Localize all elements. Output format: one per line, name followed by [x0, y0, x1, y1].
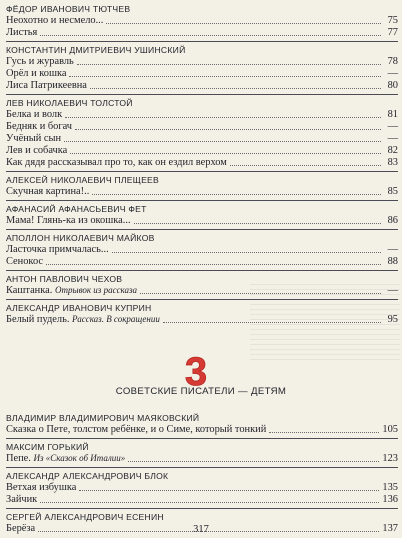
contents-entry[interactable]	[6, 186, 398, 198]
contents-entry[interactable]	[6, 15, 398, 27]
entry-title-text: Сенокос	[6, 256, 44, 267]
entry-title-text: Орёл и кошка	[6, 68, 67, 79]
leader-dots	[140, 293, 381, 294]
author-divider	[6, 508, 398, 509]
leader-dots	[69, 76, 381, 77]
entry-title-text: Ласточка примчалась...	[6, 244, 109, 255]
entry-title	[6, 121, 72, 133]
entry-title	[6, 215, 131, 227]
author-name: АПОЛЛОН НИКОЛАЕВИЧ МАЙКОВ	[6, 233, 155, 243]
author-divider	[6, 467, 398, 468]
entry-title-text: Лев и собачка	[6, 145, 68, 156]
author-divider	[6, 270, 398, 271]
author-name: ЛЕВ НИКОЛАЕВИЧ ТОЛСТОЙ	[6, 98, 133, 108]
entry-title-text: Скучная картина!..	[6, 186, 90, 197]
leader-dots	[269, 432, 379, 433]
contents-entry[interactable]	[6, 109, 398, 121]
entry-title-text: Бедняк и богач	[6, 121, 73, 132]
author-name: МАКСИМ ГОРЬКИЙ	[6, 442, 89, 452]
contents-entry[interactable]	[6, 215, 398, 227]
entry-title-text: Неохотно и несмело...	[6, 15, 104, 26]
leader-dots	[92, 194, 381, 195]
entry-title-text: Берёза	[6, 523, 36, 534]
leader-dots	[64, 141, 381, 142]
entry-title	[6, 15, 103, 27]
entry-title	[6, 145, 67, 157]
leader-dots	[230, 165, 381, 166]
entry-title-text: Листья	[6, 27, 38, 38]
contents-entry[interactable]	[6, 256, 398, 268]
entry-page: —	[387, 133, 398, 144]
entry-title-text: Белка и волк	[6, 109, 63, 120]
contents-entry[interactable]	[6, 121, 398, 133]
entry-page: 95	[387, 314, 398, 325]
entry-note: Отрывок из рассказа	[54, 285, 138, 295]
entry-page: 80	[387, 80, 398, 91]
entry-page: 77	[387, 27, 398, 38]
entry-title	[6, 284, 137, 297]
entry-title	[6, 494, 37, 506]
entry-title-text: Мама! Глянь-ка из окошка...	[6, 215, 131, 226]
leader-dots	[79, 490, 379, 491]
entry-page: —	[387, 121, 398, 132]
leader-dots	[46, 264, 381, 265]
entry-title	[6, 157, 227, 169]
section-title: СОВЕТСКИЕ ПИСАТЕЛИ — ДЕТЯМ	[115, 386, 287, 397]
entry-title-text: Лиса Патрикеевна	[6, 80, 87, 91]
entry-title	[6, 452, 125, 465]
entry-page: 75	[387, 15, 398, 26]
author-name: ВЛАДИМИР ВЛАДИМИРОВИЧ МАЯКОВСКИЙ	[6, 413, 200, 423]
author-divider	[6, 438, 398, 439]
entry-page: 83	[387, 157, 398, 168]
entry-title	[6, 133, 61, 145]
leader-dots	[128, 461, 379, 462]
contents-entry[interactable]	[6, 27, 398, 39]
entry-page: 86	[387, 215, 398, 226]
leader-dots	[75, 129, 381, 130]
entry-note: Из «Сказок об Италии»	[33, 453, 126, 463]
entry-title	[6, 27, 37, 39]
entry-title	[6, 186, 89, 198]
entry-page: 105	[382, 424, 398, 435]
leader-dots	[40, 35, 381, 36]
entry-page: —	[387, 285, 398, 296]
author-name: СЕРГЕЙ АЛЕКСАНДРОВИЧ ЕСЕНИН	[6, 512, 164, 522]
author-divider	[6, 94, 398, 95]
author-divider	[6, 299, 398, 300]
leader-dots	[106, 23, 381, 24]
contents-entry[interactable]	[6, 424, 398, 436]
contents-entry[interactable]	[6, 145, 398, 157]
contents-entry[interactable]	[6, 453, 398, 465]
entry-page: —	[387, 244, 398, 255]
entry-page: 137	[382, 523, 398, 534]
contents-entry[interactable]	[6, 314, 398, 326]
author-divider	[6, 200, 398, 201]
leader-dots	[77, 64, 381, 65]
entry-title	[6, 244, 109, 256]
contents-entry[interactable]	[6, 494, 398, 506]
leader-dots	[65, 117, 381, 118]
author-name: АЛЕКСАНДР АЛЕКСАНДРОВИЧ БЛОК	[6, 471, 169, 481]
contents-entry[interactable]	[6, 80, 398, 92]
entry-title	[6, 424, 266, 436]
contents-entry[interactable]	[6, 133, 398, 145]
entry-title-text: Зайчик	[6, 494, 38, 505]
entry-page: 123	[382, 453, 398, 464]
leader-dots	[40, 502, 379, 503]
author-divider	[6, 171, 398, 172]
entry-page: 81	[387, 109, 398, 120]
author-name: АФАНАСИЙ АФАНАСЬЕВИЧ ФЕТ	[6, 204, 147, 214]
entry-title-text: Как дядя рассказывал про то, как он ездил верхом	[6, 157, 227, 168]
author-name: ФЁДОР ИВАНОВИЧ ТЮТЧЕВ	[6, 4, 131, 14]
section-number-glyph: 3	[184, 350, 208, 394]
entry-page: 135	[382, 482, 398, 493]
entry-title	[6, 256, 43, 268]
author-name: АЛЕКСАНДР ИВАНОВИЧ КУПРИН	[6, 303, 152, 313]
leader-dots	[112, 252, 381, 253]
entry-page: 136	[382, 494, 398, 505]
page-number: 317	[193, 524, 209, 535]
entry-title	[6, 482, 76, 494]
author-name: АНТОН ПАВЛОВИЧ ЧЕХОВ	[6, 274, 123, 284]
entry-page: 88	[387, 256, 398, 267]
entry-page: 78	[387, 56, 398, 67]
leader-dots	[70, 153, 381, 154]
contents-entry[interactable]	[6, 56, 398, 68]
contents-entry[interactable]	[6, 285, 398, 297]
leader-dots	[134, 223, 381, 224]
entry-title	[6, 80, 87, 92]
entry-page: —	[387, 68, 398, 79]
entry-title	[6, 68, 66, 80]
entry-title	[6, 313, 160, 326]
contents-part-1	[6, 4, 398, 326]
entry-title-text: Сказка о Пете, толстом ребёнке, и о Симе, который тонкий	[6, 424, 267, 435]
leader-dots	[90, 88, 381, 89]
contents-entry[interactable]	[6, 244, 398, 256]
entry-title	[6, 109, 62, 121]
entry-title-text: Ветхая избушка	[6, 482, 77, 493]
contents-entry[interactable]	[6, 482, 398, 494]
contents-entry[interactable]	[6, 157, 398, 169]
entry-title-text: Пепе.	[6, 453, 31, 464]
entry-title-text: Белый пудель.	[6, 314, 70, 325]
entry-title-text: Гусь и журавль	[6, 56, 74, 67]
entry-page: 85	[387, 186, 398, 197]
contents-part-2	[6, 413, 398, 535]
entry-title-text: Учёный сын	[6, 133, 62, 144]
author-name: АЛЕКСЕЙ НИКОЛАЕВИЧ ПЛЕЩЕЕВ	[6, 175, 160, 185]
entry-title-text: Каштанка.	[6, 285, 53, 296]
author-divider	[6, 229, 398, 230]
entry-page: 82	[387, 145, 398, 156]
entry-title	[6, 56, 74, 68]
author-divider	[6, 41, 398, 42]
entry-note: Рассказ. В сокращении	[72, 314, 160, 324]
contents-entry[interactable]	[6, 68, 398, 80]
leader-dots	[163, 322, 381, 323]
author-name: КОНСТАНТИН ДМИТРИЕВИЧ УШИНСКИЙ	[6, 45, 186, 55]
